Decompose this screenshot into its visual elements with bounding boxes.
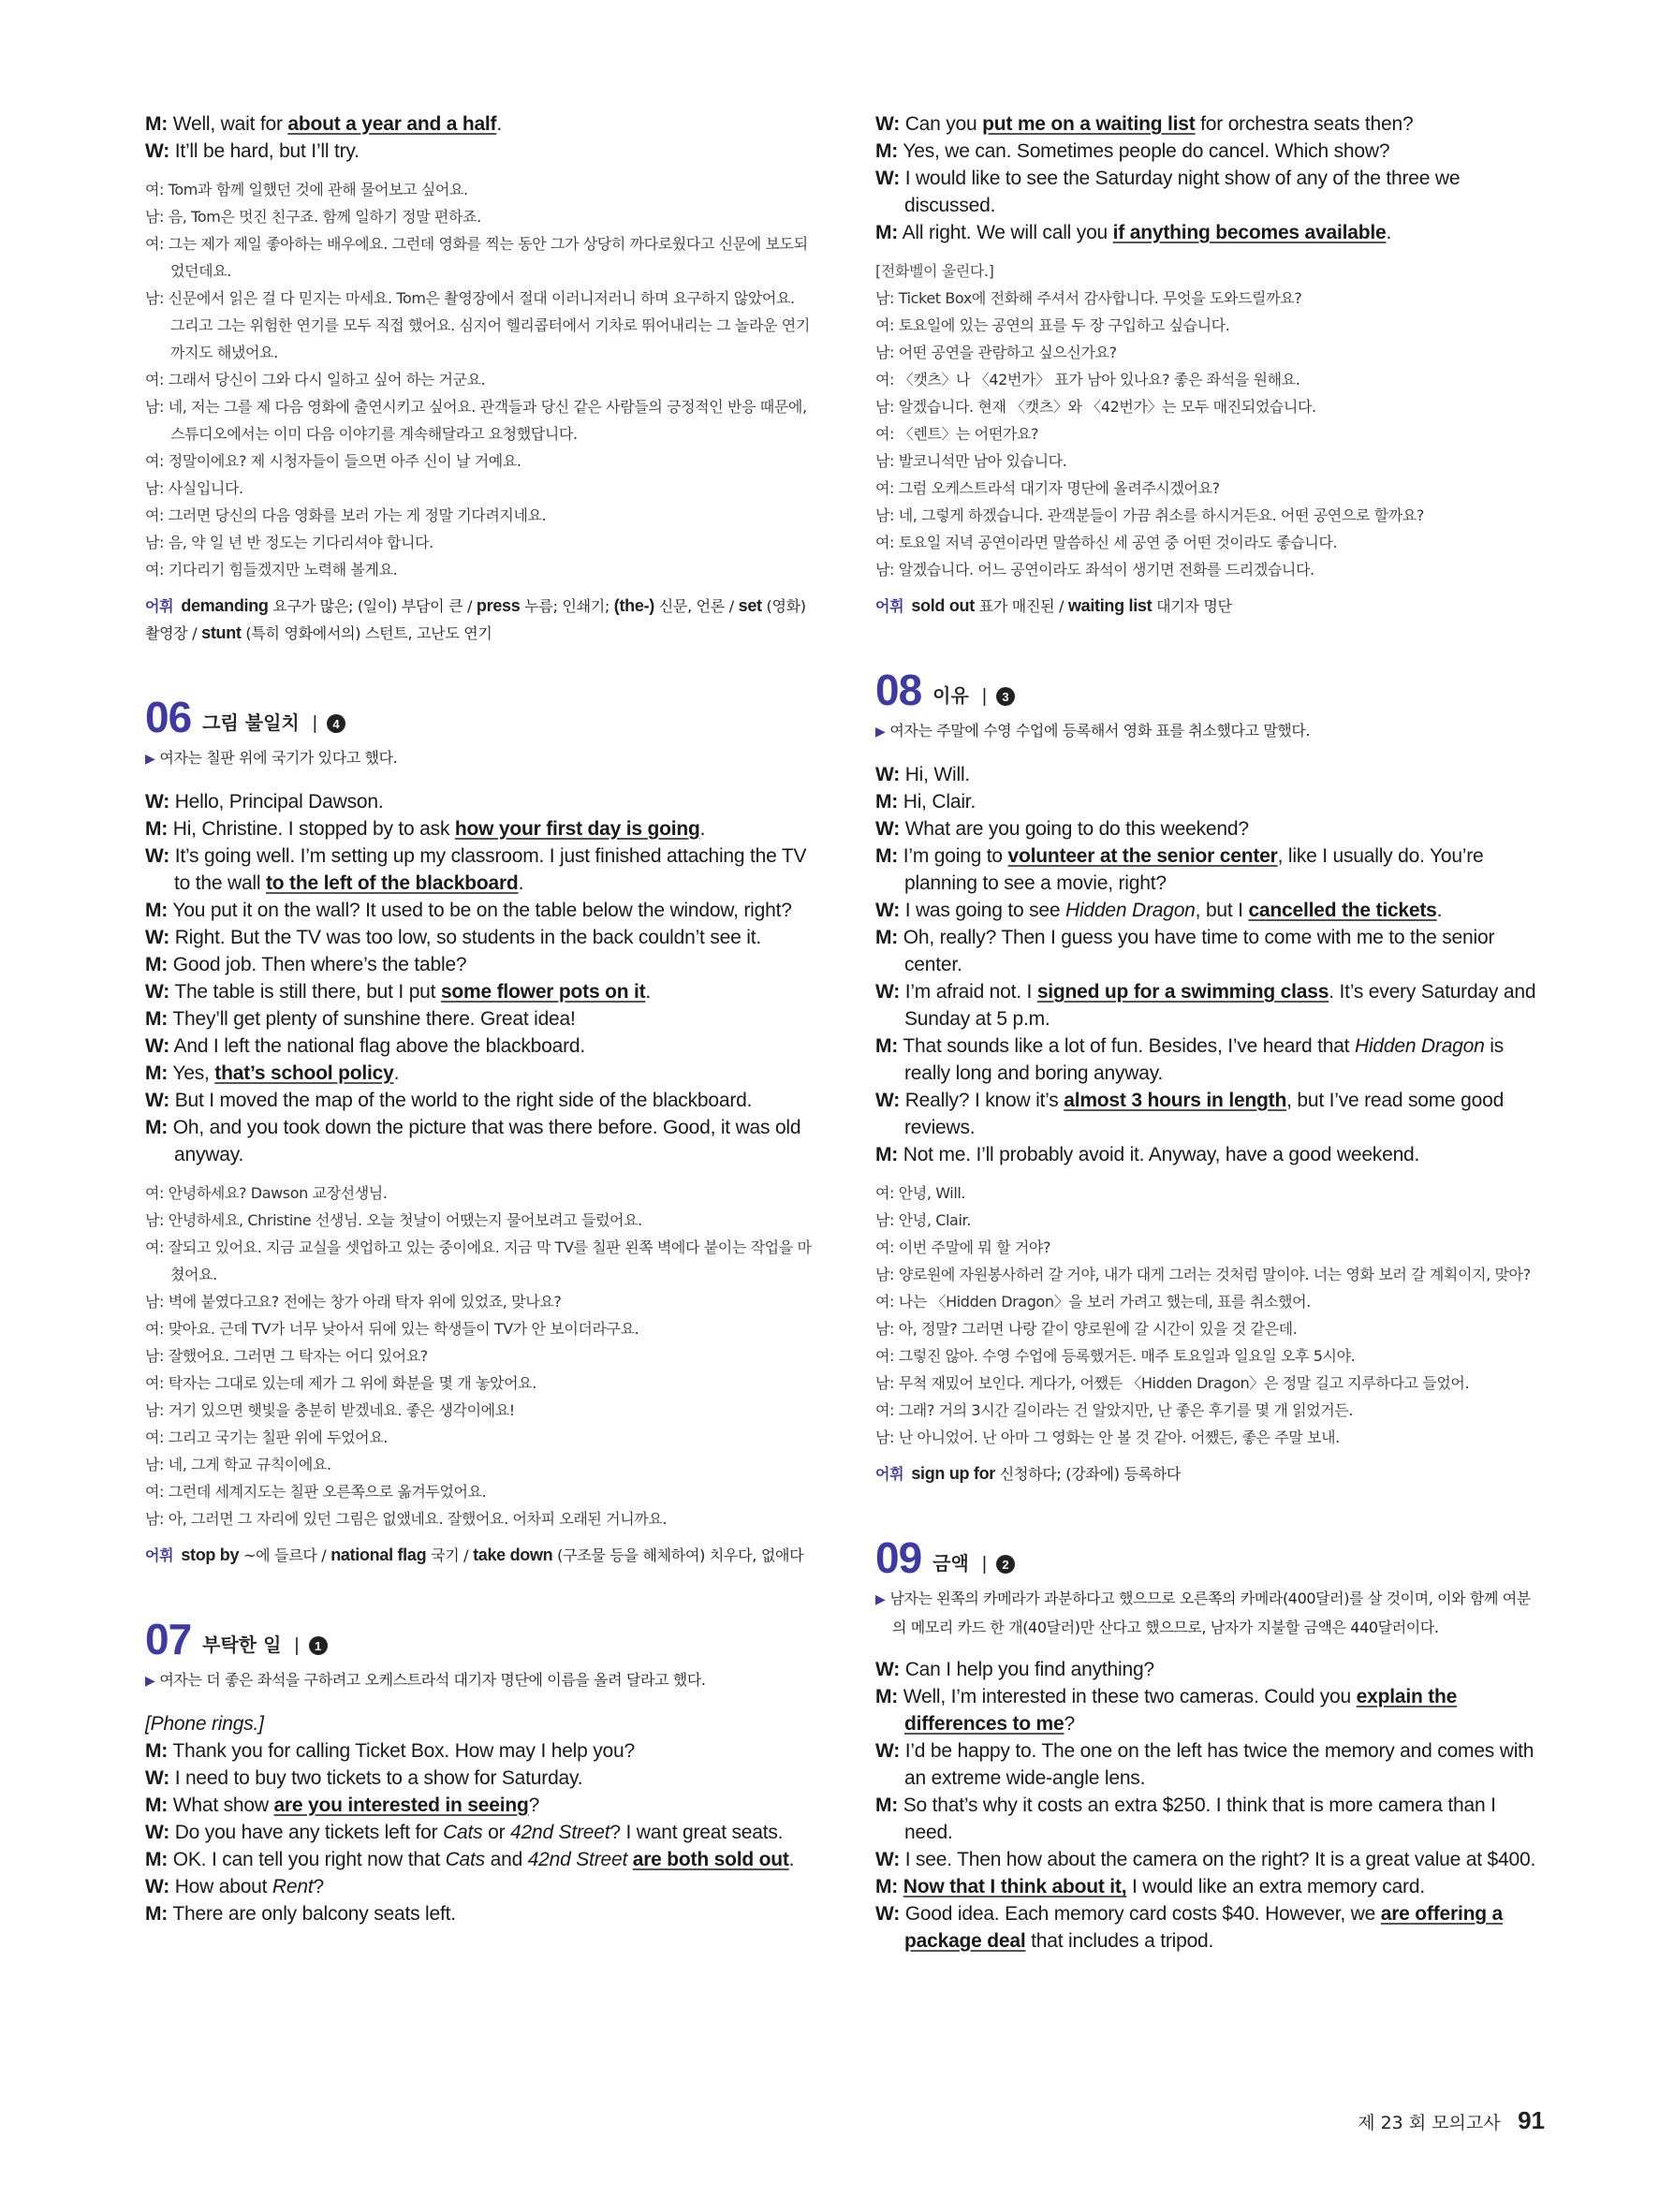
dialogue-line — [145, 1033, 812, 1060]
left-column — [145, 110, 812, 1927]
key-phrase: about a year and a half — [287, 113, 497, 135]
korean-line: 남: 사실입니다. — [145, 479, 243, 497]
speaker-label: M: — [145, 1008, 169, 1030]
dialogue-line — [145, 1005, 812, 1033]
dialogue-line — [875, 138, 1542, 165]
line-text: . — [699, 818, 706, 840]
key-phrase: how your first day is going — [454, 818, 700, 840]
dialogue-line — [875, 1900, 1542, 1955]
speaker-label: M: — [875, 1686, 899, 1707]
speaker-label: M: — [875, 1144, 899, 1165]
korean-line: 남: 거기 있으면 햇빛을 충분히 받겠네요. 좋은 생각이에요! — [145, 1401, 515, 1419]
dialogue-block — [145, 110, 812, 165]
korean-translation — [875, 285, 1542, 583]
dialogue-line — [145, 1819, 812, 1846]
answer-badge: 1 — [309, 1636, 328, 1655]
korean-line: 여: 탁자는 그대로 있는데 제가 그 위에 화분을 몇 개 놓았어요. — [145, 1374, 536, 1392]
korean-translation — [145, 1179, 812, 1532]
korean-line: 여: Tom과 함께 일했던 것에 관해 물어보고 싶어요. — [145, 181, 468, 198]
title-italic: 42nd Street — [527, 1849, 628, 1870]
vocab-meaning: 대기자 명단 — [1152, 597, 1232, 615]
divider: | — [981, 686, 988, 707]
speaker-label: M: — [875, 1035, 899, 1057]
line-text: . — [518, 872, 524, 894]
line-text: It’s going well. I’m setting up my classroom. I just finished attaching the TV to the wall — [174, 845, 807, 894]
dialogue-line — [145, 1846, 812, 1873]
vocab-term: sold out — [911, 596, 975, 615]
title-italic: Cats — [445, 1849, 485, 1870]
dialogue-line — [145, 1873, 812, 1900]
korean-line: 남: 네, 저는 그를 제 다음 영화에 출연시키고 싶어요. 관객들과 당신 같은 사람들의 긍정적인 반응 때문에, 스튜디오에서는 이미 다음 이야기를 계속해달라고 요청했답니다. — [145, 398, 807, 443]
speaker-label: W: — [145, 927, 170, 948]
dialogue-line — [145, 1087, 812, 1114]
line-text: , but I — [1195, 900, 1249, 921]
korean-line: 여: 토요일에 있는 공연의 표를 두 장 구입하고 싶습니다. — [875, 316, 1230, 334]
line-text: . — [1436, 900, 1443, 921]
dialogue-line — [875, 110, 1542, 138]
speaker-label: W: — [145, 1822, 170, 1843]
korean-line: 남: 아, 그러면 그 자리에 있던 그림은 없앴네요. 잘했어요. 어차피 오래된 거니까요. — [145, 1510, 668, 1528]
vocab-term: press — [476, 596, 521, 615]
line-text: Thank you for calling Ticket Box. How may I help you? — [172, 1740, 635, 1762]
vocab-label: 어휘 — [875, 1465, 904, 1483]
korean-line: 남: Ticket Box에 전화해 주셔서 감사합니다. 무엇을 도와드릴까요? — [875, 289, 1302, 307]
dialogue-block — [145, 788, 812, 1168]
line-text: Hi, Clair. — [903, 791, 976, 813]
key-phrase: are you interested in seeing — [273, 1795, 529, 1816]
line-text: . — [645, 981, 652, 1003]
vocabulary-note — [145, 593, 812, 647]
line-text: It’ll be hard, but I’ll try. — [174, 140, 360, 162]
line-text: Good idea. Each memory card costs $40. However, we — [904, 1903, 1381, 1925]
line-text: , but I’ve read some good reviews. — [904, 1090, 1505, 1138]
speaker-label: M: — [145, 818, 169, 840]
line-text: Right. But the TV was too low, so students in the back couldn’t see it. — [174, 927, 761, 948]
line-text: All right. We will call you — [902, 222, 1113, 243]
key-phrase: cancelled the tickets — [1248, 900, 1437, 921]
question-number: 07 — [145, 1615, 192, 1663]
line-text: Not me. I’ll probably avoid it. Anyway, have a good weekend. — [903, 1144, 1420, 1165]
vocab-term: stop by — [181, 1545, 240, 1564]
dialogue-line — [875, 1087, 1542, 1141]
question-09 — [875, 1531, 1542, 1955]
dialogue-line — [875, 165, 1542, 219]
explanation-text: 여자는 더 좋은 좌석을 구하려고 오케스트라석 대기자 명단에 이름을 올려 달라고 했다. — [159, 1671, 706, 1689]
key-phrase: are offering a package deal — [904, 1903, 1503, 1952]
page-number: 91 — [1518, 2106, 1545, 2134]
question-number: 09 — [875, 1533, 922, 1582]
line-text: I need to buy two tickets to a show for Saturday. — [174, 1767, 583, 1789]
question-type: 그림 불일치 — [202, 711, 300, 734]
korean-line: 남: 안녕, Clair. — [875, 1211, 971, 1229]
korean-line: 여: 맞아요. 근데 TV가 너무 낮아서 뒤에 있는 학생들이 TV가 안 보이더라구요. — [145, 1320, 639, 1338]
divider: | — [294, 1635, 300, 1656]
korean-line: 남: 네, 그게 학교 규칙이에요. — [145, 1456, 331, 1473]
answer-explanation — [145, 1666, 812, 1695]
vocab-meaning: (특히 영화에서의) 스턴트, 고난도 연기 — [241, 624, 492, 642]
vocab-meaning: 신문, 언론 / — [653, 597, 739, 615]
korean-line: 남: 잘했어요. 그러면 그 탁자는 어디 있어요? — [145, 1347, 428, 1365]
korean-line: 남: 벽에 붙였다고요? 전에는 창가 아래 탁자 위에 있었죠, 맞나요? — [145, 1293, 562, 1311]
korean-line: 여: 그러면 당신의 다음 영화를 보러 가는 게 정말 기다려지네요. — [145, 506, 547, 524]
speaker-label: M: — [145, 113, 169, 135]
korean-line: 여: 그는 제가 제일 좋아하는 배우에요. 그런데 영화를 찍는 동안 그가 상당히 까다로웠다고 신문에 보도되었던데요. — [145, 235, 808, 280]
vocab-meaning: 표가 매진된 / — [974, 597, 1068, 615]
vocab-label: 어휘 — [145, 597, 174, 615]
line-text: is really long and boring anyway. — [904, 1035, 1505, 1084]
line-text: ? — [528, 1795, 540, 1816]
speaker-label: M: — [145, 1740, 169, 1762]
line-text: ? — [313, 1876, 324, 1897]
dialogue-line — [145, 815, 812, 842]
answer-badge: 3 — [996, 687, 1015, 706]
korean-line: 여: 〈렌트〉는 어떤가요? — [875, 425, 1039, 443]
speaker-label: M: — [875, 1795, 899, 1816]
key-phrase: signed up for a swimming class — [1036, 981, 1329, 1003]
korean-line: 남: 난 아니었어. 난 아마 그 영화는 안 볼 것 같아. 어쨌든, 좋은 주말 보내. — [875, 1428, 1340, 1446]
key-phrase: Now that I think about it, — [903, 1876, 1127, 1897]
line-text: Do you have any tickets left for — [174, 1822, 444, 1843]
dialogue-line — [145, 924, 812, 951]
line-text: and — [484, 1849, 528, 1870]
dialogue-line — [875, 1873, 1542, 1900]
key-phrase: volunteer at the senior center — [1007, 845, 1278, 867]
dialogue-line — [145, 1900, 812, 1927]
line-text: Really? I know it’s — [904, 1090, 1065, 1111]
speaker-label: W: — [145, 791, 170, 813]
speaker-label: W: — [875, 764, 901, 785]
line-text: Can I help you find anything? — [904, 1659, 1154, 1680]
question-header — [875, 663, 1542, 714]
line-text: ? I want great seats. — [609, 1822, 784, 1843]
line-text: Oh, and you took down the picture that was there before. Good, it was old anyway. — [172, 1117, 801, 1165]
korean-line: 남: 안녕하세요, Christine 선생님. 오늘 첫날이 어땠는지 물어보려고 들렀어요. — [145, 1211, 642, 1229]
line-text: You put it on the wall? It used to be on the table below the window, right? — [172, 900, 792, 921]
dialogue-block — [145, 1737, 812, 1927]
vocab-term: waiting list — [1067, 596, 1153, 615]
korean-line: 남: 네, 그렇게 하겠습니다. 관객분들이 가끔 취소를 하시거든요. 어떤 공연으로 할까요? — [875, 506, 1424, 524]
vocabulary-note — [875, 593, 1542, 620]
line-text: There are only balcony seats left. — [172, 1903, 456, 1925]
line-text: So that’s why it costs an extra $250. I think that is more camera than I need. — [903, 1795, 1496, 1843]
speaker-label: M: — [875, 140, 899, 162]
line-text: Hi, Will. — [904, 764, 971, 785]
vocab-term: national flag — [330, 1545, 427, 1564]
line-text: I was going to see — [904, 900, 1065, 921]
vocab-term: sign up for — [911, 1464, 996, 1483]
dialogue-line — [875, 1737, 1542, 1792]
dialogue-line — [875, 1792, 1542, 1846]
vocab-meaning: (구조물 등을 해체하여) 치우다, 없애다 — [552, 1546, 804, 1564]
dialogue-line — [875, 897, 1542, 924]
page-footer — [1123, 2106, 1545, 2135]
explanation-text: 여자는 주말에 수영 수업에 등록해서 영화 표를 취소했다고 말했다. — [889, 722, 1311, 740]
korean-line: 여: 그렇진 않아. 수영 수업에 등록했거든. 매주 토요일과 일요일 오후 5시야. — [875, 1347, 1356, 1365]
vocab-meaning: 누름; 인쇄기; — [520, 597, 614, 615]
dialogue-line — [875, 1033, 1542, 1087]
question-header — [145, 1612, 812, 1661]
divider: | — [981, 1554, 988, 1575]
speaker-label: M: — [145, 1903, 169, 1925]
line-text: I see. Then how about the camera on the right? It is a great value at $400. — [904, 1849, 1536, 1870]
korean-line: 여: 그럼 오케스트라석 대기자 명단에 올려주시겠어요? — [875, 479, 1220, 497]
key-phrase: put me on a waiting list — [982, 113, 1196, 135]
speaker-label: M: — [145, 954, 169, 975]
key-phrase: explain the differences to me — [904, 1686, 1458, 1735]
korean-line: 여: 안녕하세요? Dawson 교장선생님. — [145, 1184, 388, 1202]
key-phrase: almost 3 hours in length — [1064, 1090, 1287, 1111]
dialogue-line — [875, 761, 1542, 788]
line-text: Can you — [904, 113, 983, 135]
answer-badge: 4 — [327, 714, 345, 733]
korean-line: 남: 무척 재밌어 보인다. 게다가, 어쨌든 〈Hidden Dragon〉은 정말 길고 지루하다고 들었어. — [875, 1374, 1470, 1392]
dialogue-line — [145, 1114, 812, 1168]
korean-line: 남: 알겠습니다. 현재 〈캣츠〉와 〈42번가〉는 모두 매진되었습니다. — [875, 398, 1316, 416]
dialogue-line — [875, 815, 1542, 842]
speaker-label: W: — [875, 900, 901, 921]
vocab-term: stunt — [201, 623, 242, 642]
speaker-label: M: — [875, 927, 899, 948]
line-text: OK. I can tell you right now that — [172, 1849, 446, 1870]
line-text: Yes, we can. Sometimes people do cancel. Which show? — [903, 140, 1390, 162]
divider: | — [312, 713, 317, 734]
dialogue-line — [145, 897, 812, 924]
line-text: But I moved the map of the world to the right side of the blackboard. — [174, 1090, 753, 1111]
korean-line: 여: 나는 〈Hidden Dragon〉을 보러 가려고 했는데, 표를 취소했어. — [875, 1293, 1311, 1311]
vocabulary-note — [145, 1542, 812, 1569]
vocab-label: 어휘 — [875, 597, 904, 615]
speaker-label: M: — [875, 222, 899, 243]
triangle-icon: ▶ — [145, 1674, 155, 1689]
line-text: Hi, Christine. I stopped by to ask — [172, 818, 455, 840]
korean-line: 여: 그리고 국기는 칠판 위에 두었어요. — [145, 1428, 388, 1446]
speaker-label: W: — [875, 1740, 901, 1762]
explanation-text: 여자는 칠판 위에 국기가 있다고 했다. — [159, 749, 398, 767]
vocab-term: set — [738, 596, 762, 615]
speaker-label: M: — [145, 1062, 169, 1084]
speaker-label: W: — [145, 981, 170, 1003]
triangle-icon: ▶ — [875, 725, 886, 740]
korean-line: 여: 안녕, Will. — [875, 1184, 966, 1202]
line-text: I’m going to — [903, 845, 1008, 867]
dialogue-line — [145, 788, 812, 815]
line-text: And I left the national flag above the blackboard. — [173, 1035, 586, 1057]
question-07 — [145, 1612, 812, 1927]
dialogue-line — [875, 924, 1542, 978]
answer-explanation — [875, 1585, 1542, 1641]
speaker-label: W: — [875, 113, 901, 135]
question-number: 08 — [875, 666, 922, 714]
line-text: . It’s every Saturday and Sunday at 5 p.m. — [904, 981, 1536, 1030]
speaker-label: M: — [145, 1849, 169, 1870]
speaker-label: W: — [875, 1090, 901, 1111]
line-text: Hello, Principal Dawson. — [174, 791, 384, 813]
speaker-label: W: — [875, 1659, 901, 1680]
dialogue-block — [875, 110, 1542, 246]
dialogue-line — [145, 1060, 812, 1087]
dialogue-line — [145, 978, 812, 1005]
korean-line: 여: 〈캣츠〉나 〈42번가〉 표가 남아 있나요? 좋은 좌석을 원해요. — [875, 371, 1300, 388]
korean-line: 여: 그래? 거의 3시간 길이라는 건 알았지만, 난 좋은 후기를 몇 개 읽었거든. — [875, 1401, 1354, 1419]
korean-line: 여: 정말이에요? 제 시청자들이 들으면 아주 신이 날 거예요. — [145, 452, 521, 470]
dialogue-line — [145, 138, 812, 165]
line-text: I’m afraid not. I — [904, 981, 1037, 1003]
speaker-label: W: — [875, 1849, 901, 1870]
vocab-meaning: ~에 들르다 / — [239, 1546, 331, 1564]
dialogue-block — [875, 1656, 1542, 1955]
key-phrase: some flower pots on it — [440, 981, 646, 1003]
speaker-label: W: — [875, 818, 901, 840]
speaker-label: M: — [875, 1876, 899, 1897]
line-text: . — [496, 113, 502, 135]
line-text: I would like an extra memory card. — [1126, 1876, 1425, 1897]
dialogue-line — [145, 1792, 812, 1819]
line-text: The table is still there, but I put — [174, 981, 441, 1003]
speaker-label: W: — [145, 1876, 170, 1897]
line-text: Oh, really? Then I guess you have time to come with me to the senior center. — [903, 927, 1495, 975]
line-text: Good job. Then where’s the table? — [172, 954, 467, 975]
speaker-label: M: — [145, 1795, 169, 1816]
vocab-label: 어휘 — [145, 1546, 174, 1564]
question-header — [145, 690, 812, 739]
korean-line: 남: 어떤 공연을 관람하고 싶으신가요? — [875, 344, 1117, 361]
speaker-label: W: — [145, 1090, 170, 1111]
dialogue-line — [875, 1683, 1542, 1737]
vocab-term: demanding — [181, 596, 269, 615]
question-number: 06 — [145, 693, 192, 741]
line-text: They’ll get plenty of sunshine there. Great idea! — [172, 1008, 576, 1030]
question-type: 이유 — [932, 684, 969, 707]
line-text: How about — [174, 1876, 272, 1897]
key-phrase: are both sold out — [632, 1849, 789, 1870]
line-text: I’d be happy to. The one on the left has twice the memory and comes with an extreme wide-angle lens. — [904, 1740, 1534, 1789]
title-italic: 42nd Street — [510, 1822, 610, 1843]
line-text: Well, I’m interested in these two cameras. Could you — [903, 1686, 1357, 1707]
vocab-meaning: (영화) 촬영장 / — [145, 597, 806, 642]
korean-line: 남: 알겠습니다. 어느 공연이라도 좌석이 생기면 전화를 드리겠습니다. — [875, 561, 1314, 579]
vocab-meaning: 신청하다; (강좌에) 등록하다 — [995, 1465, 1182, 1483]
line-text: I would like to see the Saturday night show of any of the three we discussed. — [904, 168, 1461, 216]
korean-translation — [875, 1179, 1542, 1451]
line-text: that includes a tripod. — [1025, 1930, 1214, 1952]
korean-line: 남: 양로원에 자원봉사하러 갈 거야, 내가 대게 그러는 것처럼 말이야. 너는 영화 보러 갈 계획이지, 맞아? — [875, 1266, 1531, 1283]
line-text: or — [482, 1822, 510, 1843]
answer-explanation — [875, 717, 1542, 746]
vocabulary-note — [875, 1460, 1542, 1487]
dialogue-line — [145, 1737, 812, 1765]
dialogue-line — [145, 110, 812, 138]
title-italic: Hidden Dragon — [1065, 900, 1196, 921]
stage-direction-korean: [전화벨이 울린다.] — [875, 262, 994, 280]
line-text: , like I usually do. You’re planning to see a movie, right? — [904, 845, 1484, 894]
title-italic: Cats — [443, 1822, 483, 1843]
triangle-icon: ▶ — [875, 1592, 886, 1607]
korean-line: 여: 그런데 세계지도는 칠판 오른쪽으로 옮겨두었어요. — [145, 1483, 487, 1501]
korean-line: 남: 아, 정말? 그러면 나랑 같이 양로원에 갈 시간이 있을 것 같은데. — [875, 1320, 1298, 1338]
title-italic: Rent — [272, 1876, 314, 1897]
korean-line: 여: 잘되고 있어요. 지금 교실을 셋업하고 있는 중이에요. 지금 막 TV를 칠판 왼쪽 벽에다 붙이는 작업을 마쳤어요. — [145, 1238, 812, 1283]
speaker-label: W: — [145, 845, 170, 867]
question-06 — [145, 690, 812, 1569]
question-type: 금액 — [932, 1552, 969, 1575]
vocab-meaning: 요구가 많은; (일이) 부담이 큰 / — [268, 597, 477, 615]
korean-line: 남: 음, 약 일 년 반 정도는 기다리셔야 합니다. — [145, 534, 433, 551]
dialogue-line — [875, 978, 1542, 1033]
line-text: ? — [1064, 1713, 1075, 1735]
stage-direction: [Phone rings.] — [145, 1713, 264, 1735]
answer-explanation — [145, 744, 812, 773]
line-text: What are you going to do this weekend? — [904, 818, 1249, 840]
korean-line: 여: 이번 주말에 뭐 할 거야? — [875, 1238, 1051, 1256]
dialogue-line — [145, 1765, 812, 1792]
speaker-label: W: — [145, 1767, 170, 1789]
speaker-label: W: — [875, 1903, 901, 1925]
question-header — [875, 1531, 1542, 1582]
korean-line: 여: 그래서 당신이 그와 다시 일하고 싶어 하는 거군요. — [145, 371, 486, 388]
dialogue-line — [875, 788, 1542, 815]
speaker-label: W: — [875, 168, 901, 189]
korean-line: 남: 발코니석만 남아 있습니다. — [875, 452, 1067, 470]
dialogue-line — [875, 842, 1542, 897]
dialogue-line — [875, 1141, 1542, 1168]
speaker-label: M: — [145, 1117, 169, 1138]
explanation-text: 남자는 왼쪽의 카메라가 과분하다고 했으므로 오른쪽의 카메라(400달러)를 살 것이며, 이와 함께 여분의 메모리 카드 한 개(40달러)만 산다고 했으므로, 남자가 지불할 금액은 440달러이다. — [889, 1589, 1531, 1636]
line-text: Well, wait for — [172, 113, 288, 135]
line-text: Yes, — [172, 1062, 215, 1084]
speaker-label: M: — [145, 900, 169, 921]
dialogue-line — [875, 219, 1542, 246]
speaker-label: W: — [875, 981, 901, 1003]
triangle-icon: ▶ — [145, 752, 155, 767]
question-08 — [875, 663, 1542, 1487]
right-column — [875, 110, 1542, 1955]
dialogue-line — [145, 842, 812, 897]
speaker-label: W: — [145, 140, 170, 162]
key-phrase: to the left of the blackboard — [266, 872, 519, 894]
title-italic: Hidden Dragon — [1354, 1035, 1485, 1057]
key-phrase: if anything becomes available — [1112, 222, 1387, 243]
dialogue-line — [145, 951, 812, 978]
dialogue-line — [875, 1846, 1542, 1873]
line-text: That sounds like a lot of fun. Besides, I’ve heard that — [903, 1035, 1355, 1057]
dialogue-line — [875, 1656, 1542, 1683]
vocab-term: (the-) — [613, 596, 654, 615]
dialogue-block — [875, 761, 1542, 1168]
speaker-label: W: — [145, 1035, 170, 1057]
line-text: for orchestra seats then? — [1195, 113, 1414, 135]
korean-line: 여: 기다리기 힘들겠지만 노력해 볼게요. — [145, 561, 398, 579]
line-text: . — [788, 1849, 795, 1870]
korean-line: 남: 음, Tom은 멋진 친구죠. 함께 일하기 정말 편하죠. — [145, 208, 481, 226]
line-text: . — [393, 1062, 400, 1084]
question-type: 부탁한 일 — [202, 1633, 282, 1656]
korean-translation — [145, 176, 812, 583]
exam-label: 제 23 회 모의고사 — [1358, 2113, 1501, 2133]
line-text: . — [1386, 222, 1392, 243]
vocab-meaning: 국기 / — [426, 1546, 474, 1564]
answer-badge: 2 — [996, 1555, 1015, 1574]
korean-line: 여: 토요일 저녁 공연이라면 말씀하신 세 공연 중 어떤 것이라도 좋습니다. — [875, 534, 1338, 551]
speaker-label: M: — [875, 845, 899, 867]
line-text: What show — [172, 1795, 274, 1816]
key-phrase: that’s school policy — [214, 1062, 394, 1084]
vocab-term: take down — [473, 1545, 553, 1564]
speaker-label: M: — [875, 791, 899, 813]
korean-line: 남: 신문에서 읽은 걸 다 믿지는 마세요. Tom은 촬영장에서 절대 이러니저러니 하며 요구하지 않았어요. 그리고 그는 위험한 연기를 모두 직접 했어요. 심지어 헬리콥터에서 기차로 뛰어내리는 그 놀라운 연기까지도 해냈어요. — [145, 289, 810, 361]
